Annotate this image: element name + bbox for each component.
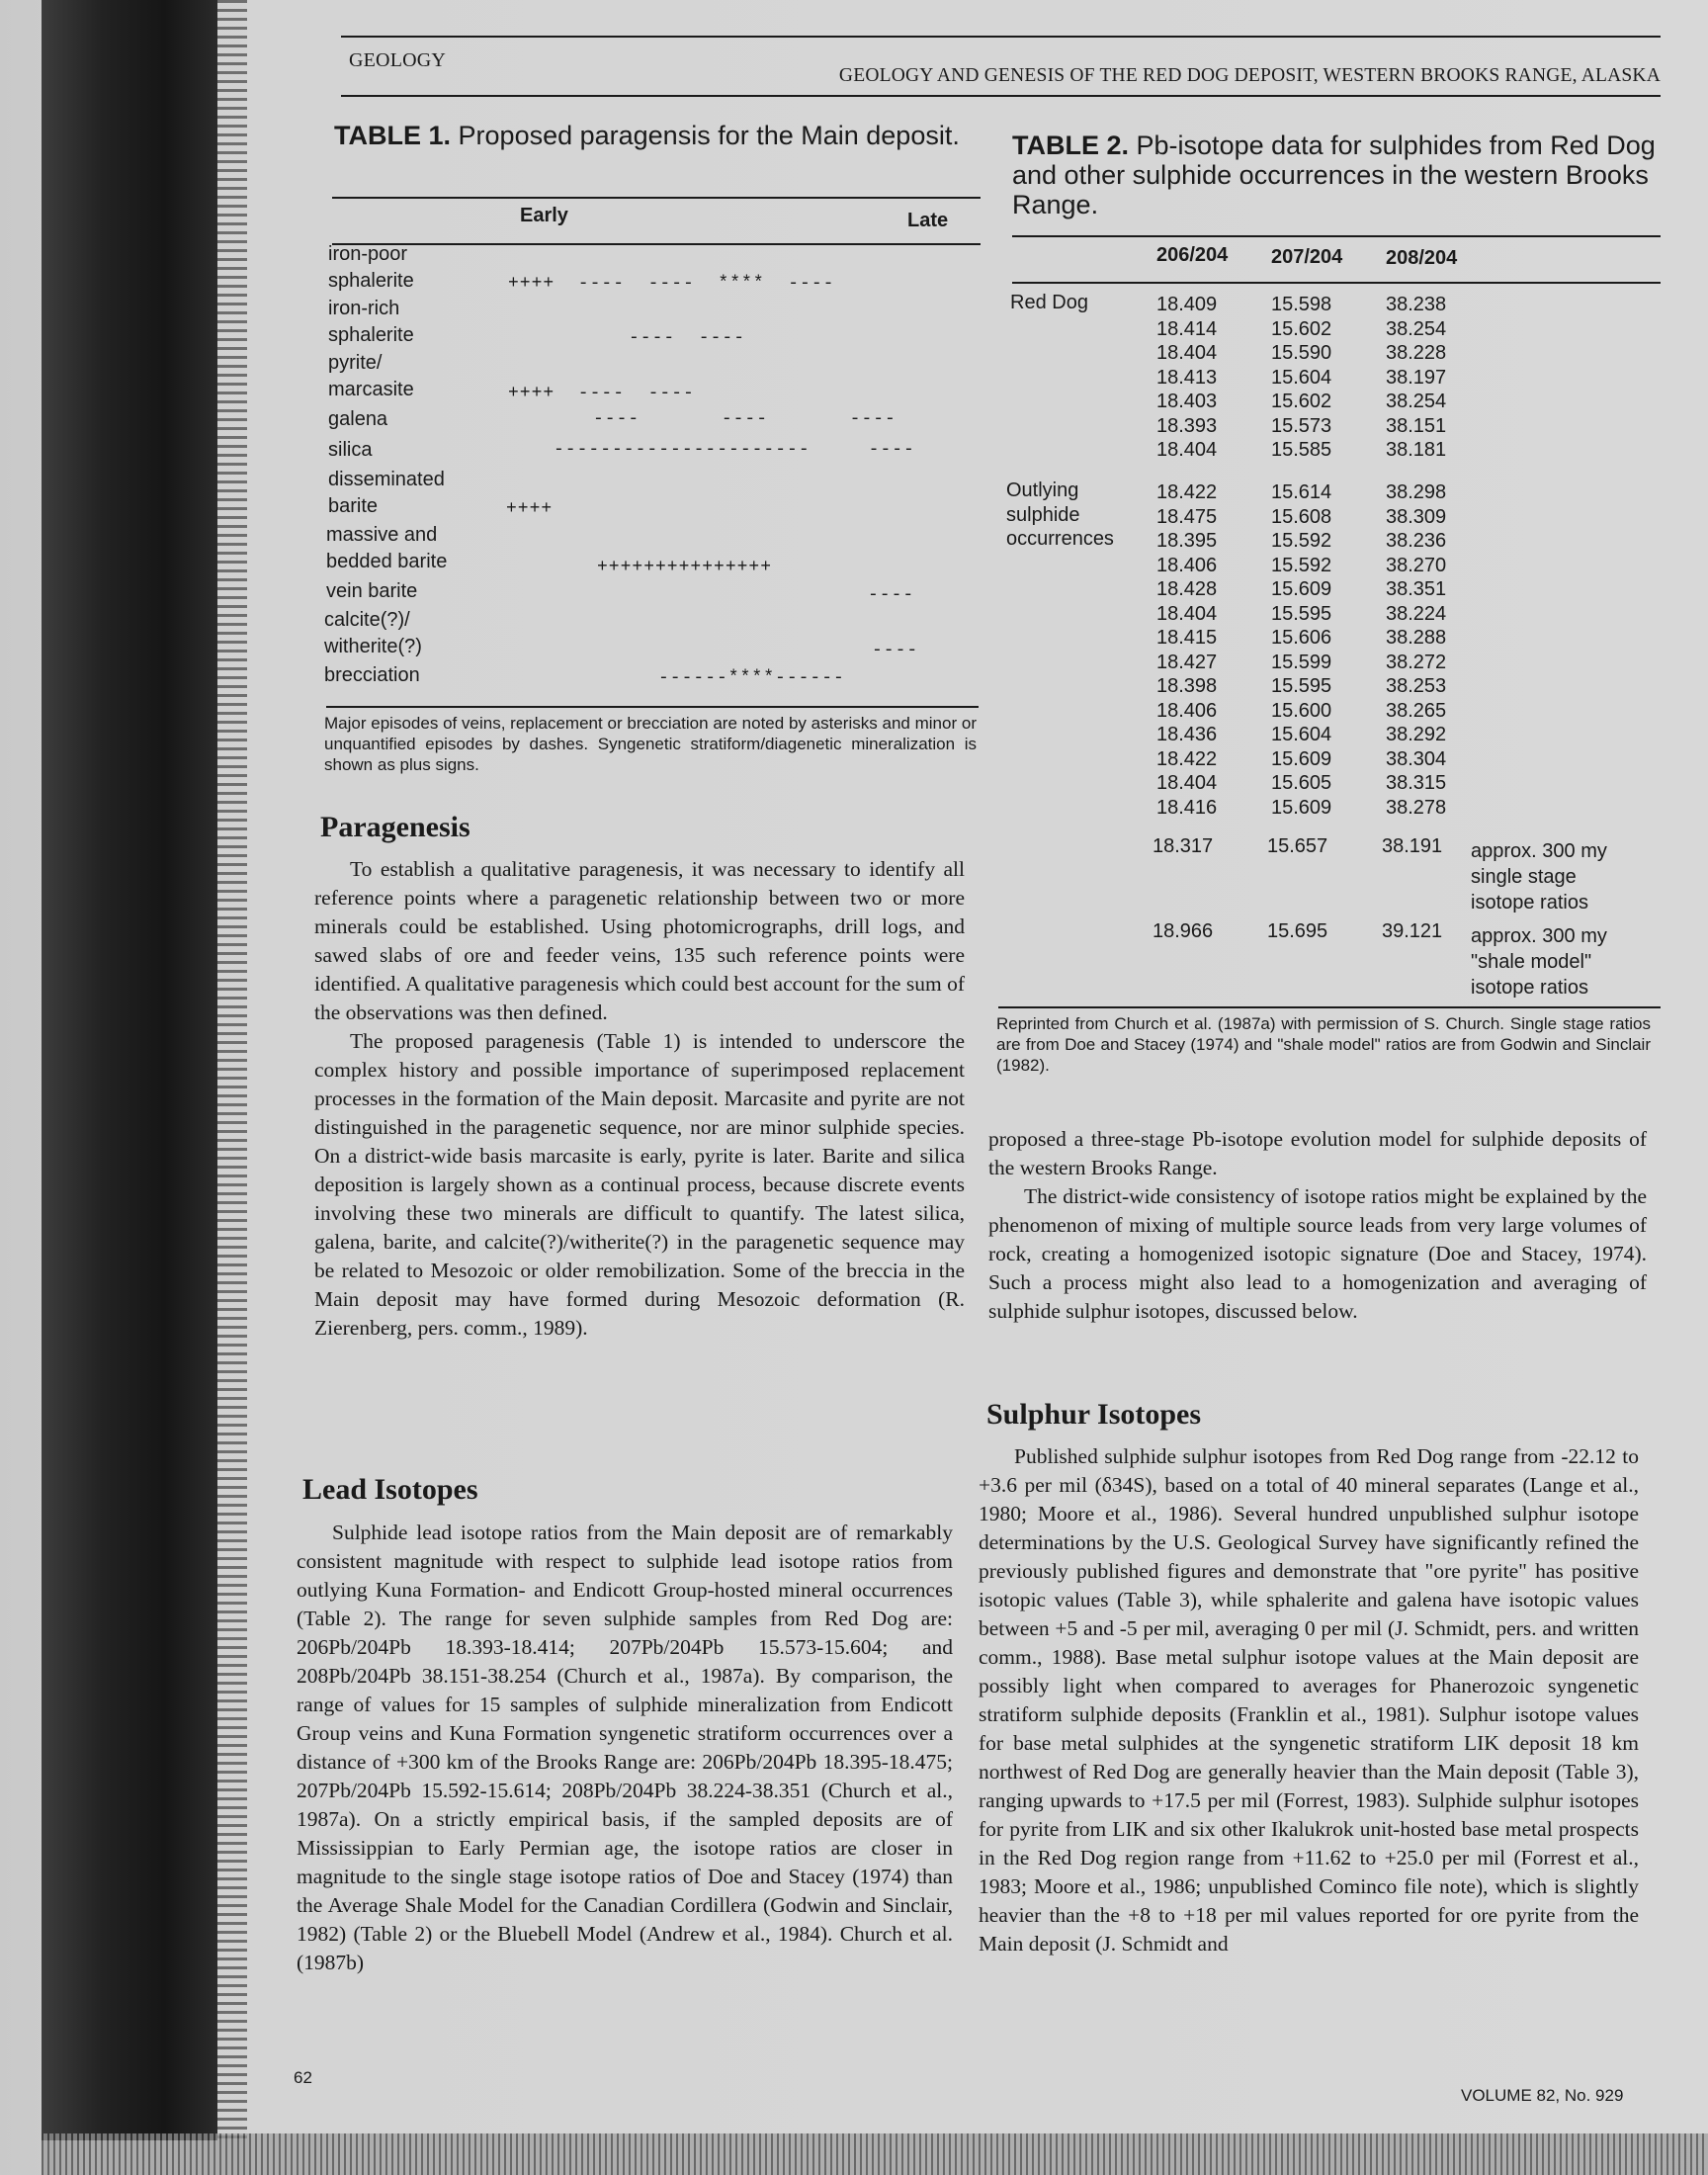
table2-cell: 38.278: [1386, 796, 1447, 819]
table2-cell: 18.404: [1156, 602, 1218, 625]
table2-cell: 38.253: [1386, 675, 1447, 697]
isotope-mixing-paragraph: The district-wide consistency of isotope ratios might be explained by the phenomenon of mixing of multiple source leads from very large volumes of rock, creating a homogenized isotopic signature (Doe and Stacey, 1974). Such a process might also lead to a homogenization and averaging of sulphide sulphur isotopes, discussed below.: [988, 1184, 1647, 1323]
table-row: [1156, 602, 1473, 627]
paragenesis-text: [314, 855, 965, 1343]
table1-title: Proposed paragensis for the Main deposit.: [458, 121, 960, 150]
table2-cell: 38.236: [1386, 530, 1447, 552]
outlying-label-1: Outlying: [1006, 479, 1079, 501]
table1-mineral-line1: massive and: [326, 524, 438, 546]
table-row: [1156, 796, 1473, 821]
table1-marks: ---------------------- ----: [554, 440, 915, 460]
table1-marks: ---- ----: [629, 328, 746, 348]
table-row: [1156, 438, 1473, 463]
table-row: [328, 467, 445, 520]
table2-cell: 15.590: [1271, 342, 1332, 364]
table2-cell: 38.272: [1386, 651, 1447, 673]
table2-cell: 18.422: [1156, 481, 1218, 503]
table1-marks: ++++ ---- ----: [508, 384, 695, 403]
table2-top-rule: [1012, 235, 1661, 237]
table1-mineral-line1: pyrite/: [328, 352, 383, 374]
table2-cell: 15.595: [1271, 675, 1332, 697]
lead-isotopes-heading: Lead Isotopes: [302, 1473, 478, 1506]
table-row: [1156, 577, 1473, 602]
table2-cell: 18.414: [1156, 317, 1218, 340]
table2-caption: [1012, 130, 1665, 219]
table2-bottom-rule: [998, 1006, 1661, 1008]
table2-cell: 15.609: [1271, 578, 1332, 600]
table2-cell: 18.422: [1156, 747, 1218, 770]
table2-cell: 18.475: [1156, 505, 1218, 528]
table2-cell: 38.292: [1386, 724, 1447, 745]
right-column-text: [988, 1125, 1647, 1326]
table2-cell: 15.585: [1271, 439, 1332, 461]
table1-caption: [334, 121, 984, 150]
model1-208: 38.191: [1382, 835, 1443, 857]
table2-cell: 38.238: [1386, 294, 1447, 315]
table2-cell: 38.265: [1386, 699, 1447, 722]
table1-marks: ++++ ---- ---- **** ----: [508, 274, 835, 294]
scan-bottom-edge: [42, 2133, 1708, 2175]
paragenesis-heading: Paragenesis: [320, 811, 470, 843]
table2-cell: 18.409: [1156, 294, 1218, 315]
table-row: [1156, 293, 1473, 317]
table2-cell: 18.427: [1156, 651, 1218, 673]
sulphur-paragraph-1: Published sulphide sulphur isotopes from Red Dog range from -22.12 to +3.6 per mil (δ34S), based on a total of 40 mineral separates (Lange et al., 1980; Moore et al., 1986). Several hundred unpublished sulphur isotope determinations by the U.S. Geological Survey have significantly refined the previously published figures and demonstrate that "ore pyrite" has positive isotopic values (Table 3), while sphalerite and galena have isotopic values between +5 and -5 per mil, averaging 0 per mil (J. Schmidt, pers. and written comm., 1988). Base metal sulphur isotope values at the Main deposit are possibly light when compared to averages for Phanerozoic syngenetic stratiform sulphide deposits (Franklin et al., 1981). Sulphur isotope values for base metal sulphides at the syngenetic stratiform LIK deposit 18 km northwest of Red Dog are generally heavier than the Main deposit (Table 3), ranging upwards to +17.5 per mil (Forrest, 1983). Sulphide sulphur isotopes for pyrite from LIK and six other Ikalukrok unit-hosted base metal prospects in the Red Dog region range from +11.62 to +25.0 per mil (Forrest et al., 1983; Moore et al., 1986; unpublished Cominco file note), which is slightly heavier than the +8 to +18 per mil values reported for ore pyrite from the Main deposit (J. Schmidt and: [979, 1444, 1639, 1956]
table2-cell: 18.395: [1156, 530, 1218, 552]
table2-red-dog-values: [1156, 293, 1473, 463]
table2-cell: 15.592: [1271, 554, 1332, 576]
table2-label: TABLE 2.: [1012, 130, 1130, 160]
table1-marks: ++++: [506, 499, 554, 519]
table1-footnote: Major episodes of veins, replacement or brecciation are noted by asterisks and minor or unquantified episodes by dashes. Syngenetic stratiform/diagenetic mineralization is shown as plus signs.: [324, 714, 977, 774]
table2-cell: 15.604: [1271, 366, 1332, 389]
table2-cell: 38.254: [1386, 317, 1447, 340]
table2-cell: 18.398: [1156, 675, 1218, 697]
table2-outlying-values: [1156, 480, 1473, 820]
table-row: [1156, 771, 1473, 796]
table1-marks: +++++++++++++++: [597, 558, 773, 577]
table2-cell: 18.404: [1156, 439, 1218, 461]
table2-cell: 15.602: [1271, 391, 1332, 412]
table1-mineral-line1: iron-rich: [328, 298, 400, 319]
volume-number: VOLUME 82, No. 929: [1461, 2086, 1624, 2105]
table1-bottom-rule: [326, 706, 979, 708]
table1-mineral-line2: bedded barite: [326, 551, 448, 572]
table-row: [326, 578, 417, 605]
outlying-label-2: sulphide: [1006, 503, 1080, 526]
table-row: [1156, 366, 1473, 391]
table2-cell: 38.224: [1386, 602, 1447, 625]
table2-cell: 38.315: [1386, 772, 1447, 794]
model1-note-line: approx. 300 my: [1471, 840, 1607, 862]
table2-cell: 38.309: [1386, 505, 1447, 528]
table-row: [1156, 317, 1473, 342]
table-row: [328, 437, 372, 464]
table2-cell: 15.606: [1271, 627, 1332, 649]
table-row: [1156, 529, 1473, 554]
table1-col-late: Late: [907, 210, 949, 231]
table2-cell: 18.403: [1156, 391, 1218, 412]
table-row: [1156, 414, 1473, 439]
table-row: [324, 607, 422, 660]
table1-mineral-line1: calcite(?)/: [324, 609, 410, 631]
table2-cell: 38.304: [1386, 747, 1447, 770]
table2-cell: 18.428: [1156, 578, 1218, 600]
table-row: [328, 296, 414, 349]
table2-cell: 15.573: [1271, 414, 1332, 437]
table1-top-rule: [332, 197, 981, 199]
table-row: [326, 522, 447, 575]
table2-title: Pb-isotope data for sulphides from Red Dog and other sulphide occurrences in the western Brooks Range.: [1012, 130, 1656, 219]
table2-cell: 15.609: [1271, 796, 1332, 819]
table-row: [1156, 723, 1473, 747]
table-row: [1156, 505, 1473, 530]
table2-cell: 38.181: [1386, 439, 1447, 461]
model2-207: 15.695: [1267, 920, 1328, 942]
table1-mineral-line1: brecciation: [324, 664, 420, 686]
table2-cell: 38.351: [1386, 578, 1447, 600]
table2-cell: 38.151: [1386, 414, 1447, 437]
table1-mineral-line1: silica: [328, 439, 373, 461]
table2-cell: 38.288: [1386, 627, 1447, 649]
lead-paragraph-continued: proposed a three-stage Pb-isotope evolution model for sulphide deposits of the western Brooks Range.: [988, 1127, 1647, 1179]
table2-cell: 15.599: [1271, 651, 1332, 673]
model2-note-line: "shale model": [1471, 951, 1592, 973]
outlying-label-3: occurrences: [1006, 528, 1114, 550]
table-row: [1156, 747, 1473, 772]
table2-cell: 18.404: [1156, 772, 1218, 794]
table2-group-outlying: [1006, 478, 1114, 552]
table2-group-red-dog: Red Dog: [1010, 292, 1088, 313]
table2-cell: 15.604: [1271, 724, 1332, 745]
model2-note-line: isotope ratios: [1471, 977, 1588, 999]
table1-mineral-line1: galena: [328, 408, 388, 430]
table2-cell: 15.598: [1271, 294, 1332, 315]
table2-header-rule: [1012, 282, 1661, 284]
table1-marks: ------****------: [658, 668, 845, 688]
table2-footnote: Reprinted from Church et al. (1987a) with permission of S. Church. Single stage ratios are from Doe and Stacey (1974) and "shale model" ratios are from Godwin and Sinclair (1982).: [996, 1014, 1651, 1075]
table1-label: TABLE 1.: [334, 121, 452, 150]
lead-isotopes-text: [297, 1519, 953, 1977]
header-top-rule: [341, 36, 1661, 38]
paragenesis-paragraph-1: To establish a qualitative paragenesis, it was necessary to identify all reference points where a paragenetic relationship between two or more minerals could be established. Using photomicrographs, drill logs, and sawed slabs of ore and feeder veins, 135 such reference points were identified. A qualitative paragenesis which could best account for the sum of the observations was then defined.: [314, 857, 965, 1024]
scan-dark-margin: [42, 0, 217, 2140]
table2-cell: 38.197: [1386, 366, 1447, 389]
table2-cell: 15.609: [1271, 747, 1332, 770]
table-row: [1156, 651, 1473, 675]
header-bottom-rule: [341, 95, 1661, 97]
table-row: [1156, 674, 1473, 699]
table-row: [1156, 626, 1473, 651]
table2-cell: 38.298: [1386, 481, 1447, 503]
table-row: [328, 406, 387, 433]
table2-cell: 15.614: [1271, 481, 1332, 503]
sulphur-isotopes-text: [979, 1442, 1639, 1958]
table2-cell: 38.270: [1386, 554, 1447, 576]
sulphur-isotopes-heading: Sulphur Isotopes: [986, 1398, 1202, 1431]
table2-cell: 18.436: [1156, 724, 1218, 745]
table1-mineral-line2: barite: [328, 495, 379, 517]
table1-mineral-line1: disseminated: [328, 469, 445, 490]
table2-cell: 18.406: [1156, 699, 1218, 722]
table2-cell: 18.404: [1156, 342, 1218, 364]
table1-marks: ---- ---- ----: [593, 409, 897, 429]
table2-cell: 18.406: [1156, 554, 1218, 576]
table-row: [1156, 390, 1473, 414]
table1-marks: ----: [868, 585, 915, 605]
running-head-title: GEOLOGY AND GENESIS OF THE RED DOG DEPOSIT, WESTERN BROOKS RANGE, ALASKA: [838, 65, 1661, 86]
table1-header-rule: [332, 243, 981, 245]
table1-marks: ----: [872, 641, 919, 660]
table2-cell: 38.228: [1386, 342, 1447, 364]
table-row: [1156, 341, 1473, 366]
table2-cell: 18.416: [1156, 796, 1218, 819]
model2-note-line: approx. 300 my: [1471, 925, 1607, 947]
table2-cell: 15.600: [1271, 699, 1332, 722]
table2-cell: 15.595: [1271, 602, 1332, 625]
model1-note: [1471, 838, 1607, 915]
table1-mineral-line2: sphalerite: [328, 324, 414, 346]
table1-mineral-line1: vein barite: [326, 580, 418, 602]
table2-header-208: 208/204: [1386, 247, 1458, 269]
model2-note: [1471, 923, 1607, 1000]
table2-cell: 38.254: [1386, 391, 1447, 412]
table-row: [328, 241, 414, 295]
table2-cell: 18.393: [1156, 414, 1218, 437]
table-row: [328, 350, 414, 403]
table2-cell: 18.413: [1156, 366, 1218, 389]
model1-note-line: isotope ratios: [1471, 892, 1588, 914]
model2-208: 39.121: [1382, 920, 1443, 942]
table-row: [1156, 699, 1473, 724]
table2-cell: 15.592: [1271, 530, 1332, 552]
table1-col-early: Early: [520, 205, 568, 226]
model1-207: 15.657: [1267, 835, 1328, 857]
paragenesis-paragraph-2: The proposed paragenesis (Table 1) is intended to underscore the complex history and possible importance of superimposed replacement processes in the formation of the Main deposit. Marcasite and pyrite are not distinguished in the paragenetic sequence, nor are minor sulphide species. On a district-wide basis marcasite is early, pyrite is later. Barite and silica deposition is largely shown as a continual process, because discrete events involving these two minerals are difficult to quantify. The latest silica, galena, barite, and calcite(?)/witherite(?) in the paragenetic sequence may be related to Mesozoic or older remobilization. Some of the breccia in the Main deposit may have formed during Mesozoic deformation (R. Zierenberg, pers. comm., 1989).: [314, 1029, 965, 1340]
table-row: [1156, 480, 1473, 505]
table-row: [1156, 554, 1473, 578]
model2-206: 18.966: [1153, 920, 1214, 942]
running-head-journal: GEOLOGY: [349, 49, 447, 71]
table2-header-207: 207/204: [1271, 246, 1343, 268]
table1-mineral-line2: sphalerite: [328, 270, 414, 292]
page-number: 62: [294, 2068, 312, 2087]
table2-cell: 15.605: [1271, 772, 1332, 794]
table2-cell: 15.602: [1271, 317, 1332, 340]
table2-cell: 15.608: [1271, 505, 1332, 528]
table1-mineral-line2: witherite(?): [324, 636, 422, 657]
lead-paragraph-1: Sulphide lead isotope ratios from the Main deposit are of remarkably consistent magnitude with respect to sulphide lead isotope ratios from outlying Kuna Formation- and Endicott Group-hosted mineral occurrences (Table 2). The range for seven sulphide samples from Red Dog are: 206Pb/204Pb 18.393-18.414; 207Pb/204Pb 15.573-15.604; and 208Pb/204Pb 38.151-38.254 (Church et al., 1987a). By comparison, the range of values for 15 samples of sulphide mineralization from Endicott Group veins and Kuna Formation syngenetic stratiform occurrences over a distance of +300 km of the Brooks Range are: 206Pb/204Pb 18.395-18.475; 207Pb/204Pb 15.592-15.614; 208Pb/204Pb 38.224-38.351 (Church et al., 1987a). On a strictly empirical basis, if the sampled deposits are of Mississippian to Early Permian age, the isotope ratios are closer in magnitude to the single stage isotope ratios of Doe and Stacey (1974) than the Average Shale Model for the Canadian Cordillera (Godwin and Sinclair, 1982) (Table 2) or the Bluebell Model (Andrew et al., 1984). Church et al. (1987b): [297, 1521, 953, 1974]
table-row: [324, 662, 420, 689]
table1-mineral-line1: iron-poor: [328, 243, 408, 265]
model1-note-line: single stage: [1471, 866, 1577, 888]
table2-header-206: 206/204: [1156, 244, 1229, 266]
table1-mineral-line2: marcasite: [328, 379, 414, 400]
binding-spine: [217, 0, 247, 2140]
model1-206: 18.317: [1153, 835, 1214, 857]
table2-cell: 18.415: [1156, 627, 1218, 649]
